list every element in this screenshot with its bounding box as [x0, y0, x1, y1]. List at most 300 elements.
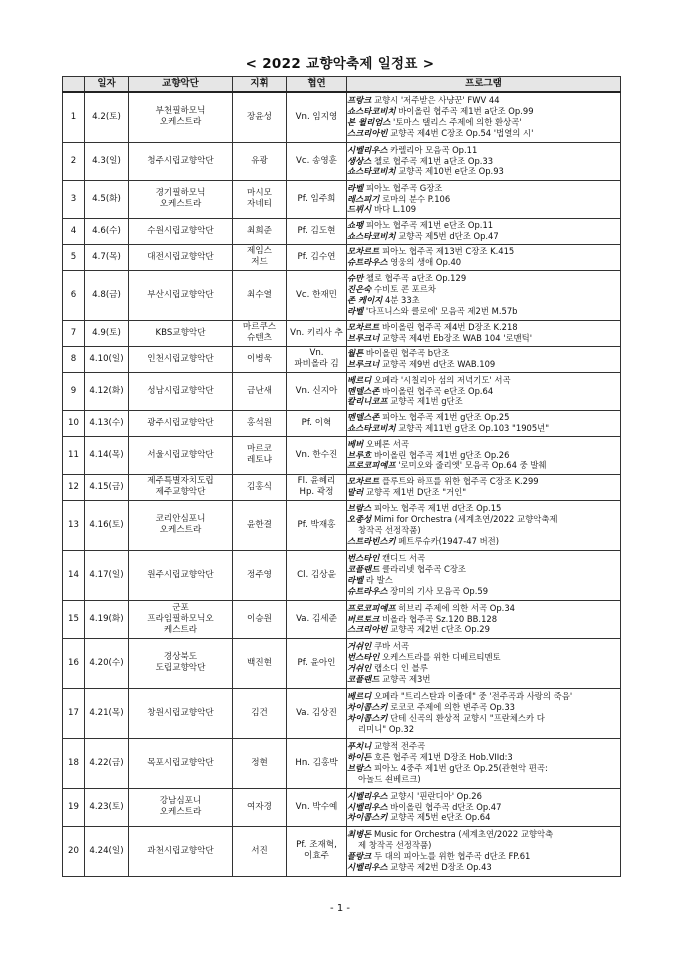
- table-row: [63, 600, 621, 638]
- conductor-name-line: 이병욱: [247, 353, 272, 364]
- concert-date: 4.2(토): [85, 92, 129, 142]
- work-title: 바이올린 협주곡 b단조: [363, 348, 450, 359]
- row-number: 3: [63, 180, 85, 218]
- work-title: '다프니스와 클로에' 모음곡 제2번 M.57b: [363, 305, 518, 316]
- composer-name: 코플랜드: [347, 673, 380, 684]
- work-title: 교향곡 제1번 D단조 "거인": [363, 487, 467, 497]
- program-line: [347, 273, 620, 284]
- composer-name: 쇼스타코비치: [347, 423, 396, 433]
- program-line: [347, 348, 620, 359]
- work-title: 바이올린 협주곡 제4번 D장조 K.218: [379, 322, 518, 333]
- program-line: [347, 603, 620, 614]
- composer-name: 쇼스타코비치: [347, 231, 396, 241]
- orchestra-name: [129, 600, 233, 638]
- composer-name: 브루크너: [347, 333, 380, 343]
- orchestra-name: [129, 92, 233, 142]
- soloist-name-line: Cl. 김상윤: [297, 569, 336, 580]
- table-row: [63, 346, 621, 372]
- table-row: [63, 436, 621, 474]
- table-row: [63, 688, 621, 738]
- program-line: [347, 812, 620, 823]
- soloist-name: [287, 320, 347, 346]
- conductor-name: [233, 142, 287, 180]
- program-line: [347, 487, 620, 498]
- soloist-name: [287, 600, 347, 638]
- concert-date: 4.17(일): [85, 550, 129, 600]
- soloist-name: [287, 218, 347, 244]
- conductor-name: [233, 92, 287, 142]
- orchestra-name: [129, 826, 233, 876]
- program-line: [347, 439, 620, 450]
- program-cell: [347, 142, 621, 180]
- composer-name: 베버: [347, 438, 364, 449]
- table-row: [63, 410, 621, 436]
- conductor-name-line: 홍석원: [247, 417, 272, 428]
- composer-name: 생상스: [347, 155, 372, 166]
- composer-name: 베르디: [347, 374, 372, 385]
- program-line: [347, 652, 620, 663]
- work-title: 바이올린 협주곡 e단조 Op.64: [379, 385, 494, 396]
- orchestra-name: [129, 410, 233, 436]
- soloist-name: [287, 788, 347, 826]
- concert-date: 4.16(토): [85, 500, 129, 550]
- composer-name: 쇼팽: [347, 220, 364, 231]
- soloist-name: [287, 688, 347, 738]
- composer-name: 버르토크: [347, 613, 380, 624]
- program-cell: [347, 474, 621, 500]
- soloist-name-line: Pf. 김수연: [297, 251, 336, 262]
- composer-name: 존 케이지: [347, 295, 383, 305]
- row-number: 7: [63, 320, 85, 346]
- orchestra-name-line: KBS교향악단: [155, 327, 206, 338]
- program-line: [347, 128, 620, 139]
- conductor-name: [233, 550, 287, 600]
- program-line: [347, 423, 620, 434]
- program-line: [347, 183, 620, 194]
- concert-date: 4.14(목): [85, 436, 129, 474]
- conductor-name-line: 정주영: [247, 569, 272, 580]
- table-row: [63, 500, 621, 550]
- program-line: [347, 614, 620, 625]
- orchestra-name: [129, 346, 233, 372]
- conductor-name-line: 금난새: [247, 385, 272, 396]
- row-number: 2: [63, 142, 85, 180]
- concert-date: 4.12(화): [85, 372, 129, 410]
- work-title: 피아노 협주곡 제1번 d단조 Op.15: [371, 503, 502, 514]
- orchestra-name: [129, 142, 233, 180]
- soloist-name: [287, 270, 347, 320]
- orchestra-name-line: 목포시립교향악단: [147, 757, 214, 768]
- program-line: [347, 763, 620, 774]
- program-cell: [347, 244, 621, 270]
- soloist-name-line: Va. 김세준: [296, 613, 337, 624]
- program-line: [347, 674, 620, 685]
- program-line: [347, 194, 620, 205]
- conductor-name-line: 제임스: [247, 246, 272, 256]
- composer-name: 플랑크: [347, 851, 372, 861]
- row-number: 10: [63, 410, 85, 436]
- composer-name: 시벨리우스: [347, 790, 388, 801]
- composer-name: 프로코피예프: [347, 602, 396, 613]
- composer-name: 푸치니: [347, 741, 372, 752]
- work-title: 오베론 서곡: [363, 438, 409, 449]
- orchestra-name-line: 프라임필하모닉오: [147, 613, 214, 624]
- conductor-name-line: 윤한결: [247, 519, 272, 530]
- composer-name: 브루흐: [347, 449, 372, 460]
- concert-date: 4.3(일): [85, 142, 129, 180]
- orchestra-name: [129, 638, 233, 688]
- concert-date: 4.22(금): [85, 738, 129, 788]
- orchestra-name: [129, 738, 233, 788]
- composer-name: 최병돈: [347, 829, 372, 840]
- program-line: [347, 586, 620, 597]
- program-line: [347, 412, 620, 423]
- orchestra-name-line: 오케스트라: [159, 199, 202, 209]
- soloist-name-line: Vn. 신지아: [295, 385, 338, 396]
- soloist-name-line: Vn. 임지영: [295, 111, 338, 122]
- header-orchestra: 교향악단: [129, 77, 233, 93]
- work-title: 교향시 '핀란디아' Op.26: [387, 790, 482, 801]
- row-number: 13: [63, 500, 85, 550]
- concert-date: 4.21(목): [85, 688, 129, 738]
- work-title: 플루트와 하프를 위한 협주곡 C장조 K.299: [379, 476, 539, 487]
- soloist-name-line: Pf. 김도현: [297, 225, 336, 236]
- table-row: [63, 372, 621, 410]
- program-cell: [347, 436, 621, 474]
- composer-name: 월튼: [347, 348, 364, 359]
- composer-name: 라벨: [347, 182, 364, 193]
- row-number: 15: [63, 600, 85, 638]
- row-number: 12: [63, 474, 85, 500]
- orchestra-name-line: 과천시립교향악단: [147, 845, 214, 856]
- conductor-name: [233, 474, 287, 500]
- orchestra-name: [129, 550, 233, 600]
- program-cell: [347, 92, 621, 142]
- header-soloist: 협연: [287, 77, 347, 93]
- soloist-name-line: Vc. 송영훈: [296, 155, 337, 166]
- orchestra-name: [129, 218, 233, 244]
- program-line: [347, 514, 620, 525]
- composer-name: 시벨리우스: [347, 861, 388, 872]
- composer-name: 모차르트: [347, 322, 380, 333]
- soloist-name: [287, 410, 347, 436]
- soloist-name-line: Pf. 윤아인: [297, 657, 336, 668]
- concert-date: 4.9(토): [85, 320, 129, 346]
- composer-name: 본 윌리엄스: [347, 117, 391, 128]
- conductor-name-line: 최희준: [247, 225, 272, 236]
- conductor-name: [233, 826, 287, 876]
- orchestra-name-line: 오케스트라: [159, 525, 202, 535]
- program-line: [347, 386, 620, 397]
- program-cell: [347, 218, 621, 244]
- work-title: 제 창작곡 선정작품): [347, 840, 432, 851]
- program-cell: [347, 688, 621, 738]
- table-row: [63, 638, 621, 688]
- conductor-name-line: 백진현: [247, 657, 272, 668]
- soloist-name-line: Va. 김상진: [296, 707, 337, 718]
- conductor-name-line: 마르쿠스: [242, 322, 277, 332]
- program-line: [347, 375, 620, 386]
- orchestra-name: [129, 244, 233, 270]
- composer-name: 시벨리우스: [347, 801, 388, 812]
- work-title: 캔디드 서곡: [379, 553, 426, 564]
- soloist-name-line: Vc. 한재민: [296, 289, 337, 300]
- conductor-name-line: 서진: [251, 845, 268, 856]
- conductor-name-line: 유광: [251, 155, 268, 166]
- schedule-body: [63, 92, 621, 876]
- work-title: 바다 L.109: [371, 204, 417, 215]
- conductor-name: [233, 180, 287, 218]
- conductor-name-line: 마시모: [247, 188, 272, 198]
- program-cell: [347, 826, 621, 876]
- program-cell: [347, 500, 621, 550]
- work-title: 첼로 협주곡 제1번 a단조 Op.33: [371, 155, 494, 166]
- soloist-name: [287, 826, 347, 876]
- row-number: 4: [63, 218, 85, 244]
- orchestra-name-line: 오케스트라: [159, 117, 202, 128]
- conductor-name: [233, 410, 287, 436]
- program-cell: [347, 270, 621, 320]
- work-title: '토마스 탤리스 주제에 의한 환상곡': [390, 117, 522, 128]
- work-title: 교향곡 제3번: [379, 673, 431, 684]
- program-line: [347, 396, 620, 407]
- soloist-name-line: Hn. 김홍박: [295, 757, 338, 768]
- work-title: 영웅의 생애 Op.40: [387, 257, 462, 267]
- program-line: [347, 791, 620, 802]
- work-title: 교향곡 제9번 d단조 WAB.109: [379, 359, 496, 369]
- program-line: [347, 295, 620, 306]
- soloist-name: [287, 180, 347, 218]
- orchestra-name-line: 서울시립교향악단: [147, 449, 214, 460]
- conductor-name-line: 김홍식: [247, 481, 272, 492]
- orchestra-name-line: 수원시립교향악단: [147, 225, 214, 236]
- program-cell: [347, 638, 621, 688]
- work-title: 호른 협주곡 제1번 D장조 Hob.VIId:3: [371, 752, 513, 763]
- program-line: [347, 106, 620, 117]
- conductor-name-line: 마르코: [247, 444, 272, 454]
- program-line: [347, 359, 620, 370]
- program-cell: [347, 788, 621, 826]
- composer-name: 차이콥스키: [347, 812, 388, 823]
- soloist-name: [287, 474, 347, 500]
- program-line: [347, 702, 620, 713]
- soloist-name: [287, 244, 347, 270]
- concert-date: 4.7(목): [85, 244, 129, 270]
- orchestra-name-line: 코리안심포니: [155, 514, 206, 524]
- program-line: [347, 829, 620, 840]
- concert-date: 4.23(토): [85, 788, 129, 826]
- program-line: [347, 564, 620, 575]
- concert-date: 4.13(수): [85, 410, 129, 436]
- program-line: [347, 691, 620, 702]
- header-program: 프로그램: [347, 77, 621, 93]
- composer-name: 칼리니코프: [347, 396, 388, 407]
- work-title: 교향곡 제5번 d단조 Op.47: [395, 231, 499, 241]
- concert-date: 4.20(수): [85, 638, 129, 688]
- program-line: [347, 724, 620, 735]
- conductor-name-line: 자네티: [247, 199, 272, 209]
- work-title: '로미오와 줄리엣' 모음곡 Op.64 중 발췌: [395, 460, 547, 471]
- orchestra-name: [129, 270, 233, 320]
- conductor-name-line: 최수열: [247, 289, 272, 300]
- work-title: 랩소디 인 블루: [371, 663, 428, 673]
- soloist-name: [287, 638, 347, 688]
- header-conductor: 지휘: [233, 77, 287, 93]
- orchestra-name-line: 군포: [172, 602, 189, 613]
- composer-name: 코플랜드: [347, 564, 380, 575]
- work-title: 교향곡 제1번 g단조: [387, 396, 463, 407]
- concert-date: 4.24(일): [85, 826, 129, 876]
- composer-name: 베르디: [347, 691, 372, 702]
- program-line: [347, 450, 620, 461]
- work-title: 바이올린 협주곡 제1번 g단조 Op.26: [371, 449, 510, 460]
- composer-name: 슈만: [347, 273, 364, 284]
- orchestra-name-line: 오케스트라: [159, 807, 202, 817]
- composer-name: 말러: [347, 487, 364, 497]
- composer-name: 차이콥스키: [347, 702, 388, 713]
- orchestra-name-line: 부산시립교향악단: [147, 289, 214, 300]
- work-title: 교향곡 제11번 g단조 Op.103 "1905년": [395, 423, 550, 433]
- work-title: 교향시 '저주받은 사냥꾼' FWV 44: [371, 95, 500, 106]
- conductor-name: [233, 218, 287, 244]
- program-line: [347, 257, 620, 268]
- work-title: Mimi for Orchestra (세계초연/2022 교향악축제: [371, 514, 558, 525]
- conductor-name: [233, 244, 287, 270]
- concert-date: 4.5(화): [85, 180, 129, 218]
- header-date: 일자: [85, 77, 129, 93]
- conductor-name-line: 레토냐: [247, 455, 272, 465]
- work-title: 오페라 '시칠리아 섬의 저녁기도' 서곡: [371, 374, 511, 385]
- conductor-name: [233, 270, 287, 320]
- composer-name: 쇼스타코비치: [347, 166, 396, 177]
- program-line: [347, 333, 620, 344]
- conductor-name: [233, 500, 287, 550]
- work-title: 피아노 협주곡 제1번 e단조 Op.11: [363, 220, 494, 231]
- conductor-name: [233, 738, 287, 788]
- row-number: 19: [63, 788, 85, 826]
- composer-name: 브람스: [347, 763, 372, 773]
- concert-date: 4.15(금): [85, 474, 129, 500]
- conductor-name: [233, 788, 287, 826]
- program-line: [347, 204, 620, 215]
- composer-name: 스크리아빈: [347, 624, 388, 635]
- program-line: [347, 220, 620, 231]
- orchestra-name-line: 제주교향악단: [155, 487, 206, 497]
- composer-name: 모차르트: [347, 476, 380, 487]
- orchestra-name: [129, 372, 233, 410]
- soloist-name-line: Pf. 이혁: [301, 417, 332, 428]
- program-line: [347, 145, 620, 156]
- soloist-name-line: 이효주: [304, 851, 329, 861]
- soloist-name-line: Pf. 박재홍: [297, 519, 336, 530]
- orchestra-name: [129, 436, 233, 474]
- row-number: 16: [63, 638, 85, 688]
- soloist-name: [287, 346, 347, 372]
- conductor-name: [233, 346, 287, 372]
- conductor-name-line: 슈텐츠: [247, 333, 272, 343]
- table-row: [63, 320, 621, 346]
- soloist-name-line: Hp. 곽정: [299, 487, 334, 497]
- composer-name: 슈트라우스: [347, 257, 388, 267]
- composer-name: 진은숙: [347, 284, 372, 295]
- work-title: Music for Orchestra (세계초연/2022 교향악축: [371, 829, 554, 840]
- orchestra-name: [129, 788, 233, 826]
- work-title: 피아노 4중주 제1번 g단조 Op.25(관현악 편곡:: [371, 763, 548, 773]
- soloist-name: [287, 142, 347, 180]
- soloist-name-line: Vn. 박수예: [295, 801, 338, 812]
- orchestra-name: [129, 180, 233, 218]
- program-line: [347, 862, 620, 873]
- concert-date: 4.10(일): [85, 346, 129, 372]
- program-line: [347, 525, 620, 536]
- program-line: [347, 713, 620, 724]
- conductor-name-line: 정현: [251, 757, 268, 768]
- program-line: [347, 624, 620, 635]
- program-line: [347, 95, 620, 106]
- table-row: [63, 550, 621, 600]
- work-title: 쿠바 서곡: [371, 641, 409, 652]
- table-row: [63, 474, 621, 500]
- program-line: [347, 460, 620, 471]
- orchestra-name-line: 성남시립교향악단: [147, 385, 214, 396]
- conductor-name-line: 이승원: [247, 613, 272, 624]
- program-line: [347, 117, 620, 128]
- program-cell: [347, 738, 621, 788]
- conductor-name: [233, 638, 287, 688]
- conductor-name: [233, 372, 287, 410]
- program-line: [347, 156, 620, 167]
- soloist-name: [287, 550, 347, 600]
- table-row: [63, 738, 621, 788]
- composer-name: 시벨리우스: [347, 144, 388, 155]
- work-title: 첼로 협주곡 a단조 Op.129: [363, 273, 467, 284]
- program-line: [347, 503, 620, 514]
- row-number: 17: [63, 688, 85, 738]
- soloist-name: [287, 436, 347, 474]
- orchestra-name-line: 대전시립교향악단: [147, 251, 214, 262]
- work-title: 바이올린 협주곡 d단조 Op.47: [387, 801, 502, 812]
- composer-name: 오종성: [347, 514, 372, 525]
- work-title: 라 발스: [363, 575, 393, 585]
- table-row: [63, 826, 621, 876]
- program-line: [347, 231, 620, 242]
- row-number: 18: [63, 738, 85, 788]
- program-cell: [347, 600, 621, 638]
- orchestra-name: [129, 474, 233, 500]
- table-row: [63, 92, 621, 142]
- work-title: 오페라 "트리스탄과 이졸데" 중 '전주곡과 사랑의 죽음': [371, 691, 573, 702]
- program-line: [347, 840, 620, 851]
- work-title: 교향곡 제2번 D장조 Op.43: [387, 861, 492, 872]
- composer-name: 브루크너: [347, 359, 380, 369]
- work-title: 클라리넷 협주곡 C장조: [379, 564, 467, 575]
- orchestra-name-line: 케스트라: [163, 624, 198, 635]
- soloist-name-line: Vn.: [309, 348, 324, 358]
- row-number: 1: [63, 92, 85, 142]
- work-title: 교향적 전주곡: [371, 741, 426, 752]
- program-line: [347, 553, 620, 564]
- program-line: [347, 284, 620, 295]
- composer-name: 슈트라우스: [347, 585, 388, 596]
- work-title: 피아노 협주곡 G장조: [363, 182, 443, 193]
- conductor-name: [233, 600, 287, 638]
- table-header-row: [63, 77, 621, 93]
- row-number: 11: [63, 436, 85, 474]
- conductor-name: [233, 436, 287, 474]
- work-title: 수비토 콘 포르차: [371, 284, 436, 295]
- orchestra-name-line: 경기필하모닉: [155, 188, 206, 198]
- conductor-name: [233, 688, 287, 738]
